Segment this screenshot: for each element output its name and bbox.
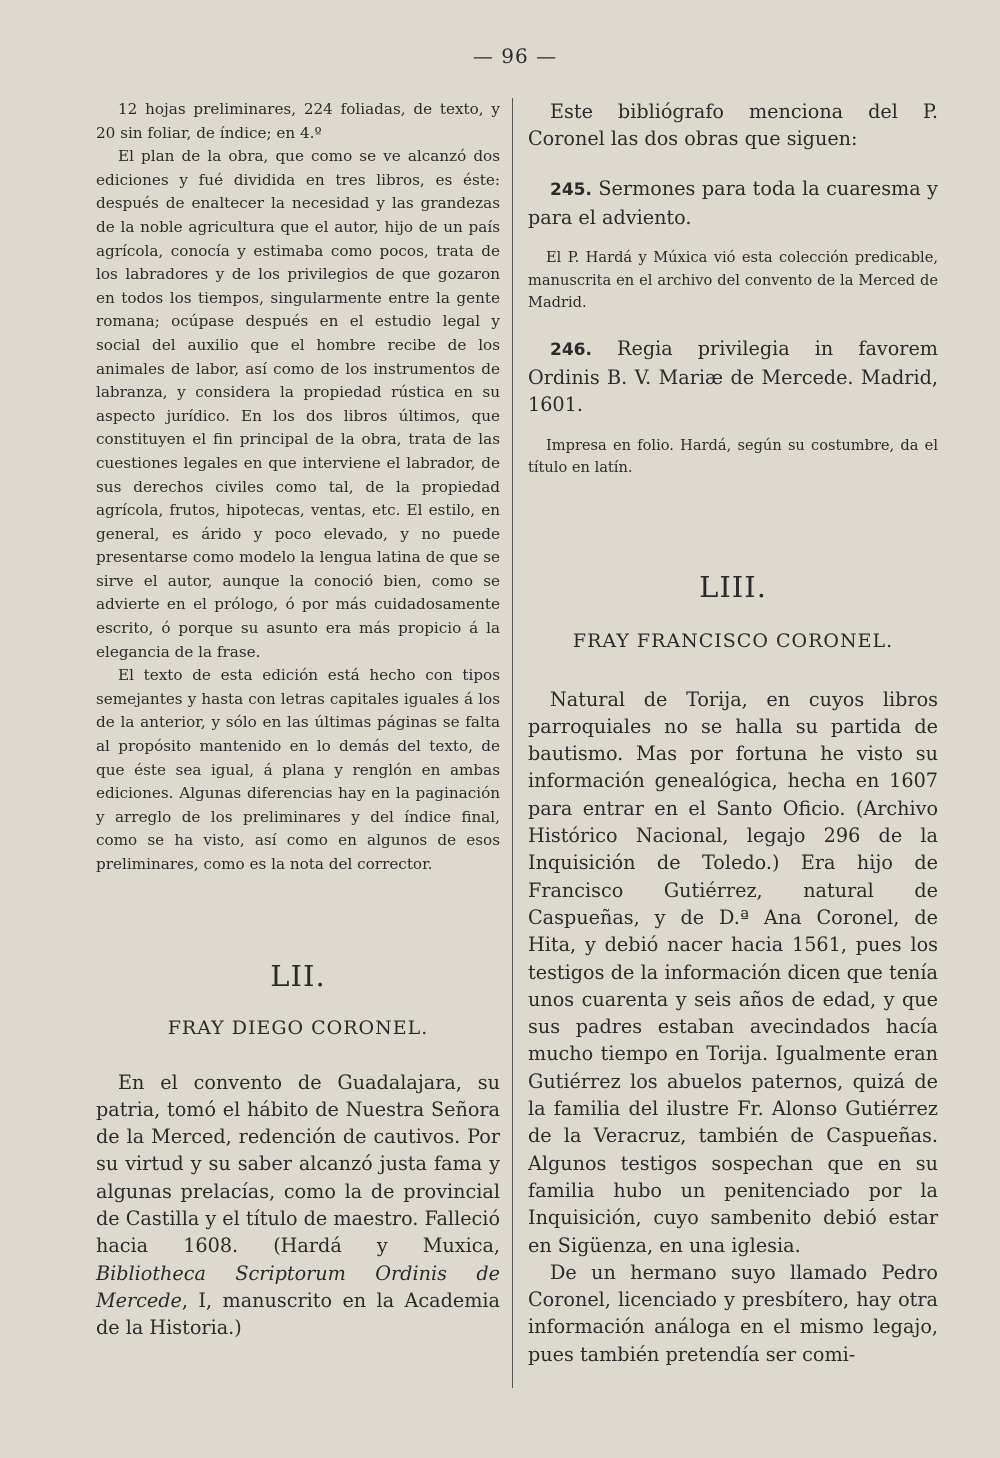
left-paragraph-4-end: , I, manuscrito en la Academia de la Historia.)	[96, 1288, 500, 1340]
left-paragraph-2: El plan de la obra, que como se ve alcanzó dos ediciones y fué dividida en tres libros, es éste: después de enaltecer la necesidad y las grandezas de la noble agricultura que el autor, hijo de un país agrícola, conocía y estimaba como pocos, trata de los labradores y de los privilegios de que gozaron en todos los tiempos, singularmente entre la gente romana; ocúpase después en el estudio legal y social del auxilio que el hombre recibe de los animales de labor, así como de los instrumentos de labranza, y considera la propiedad rústica en su aspecto jurídico. En los dos libros últimos, que constituyen el fin principal de la obra, trata de las cuestiones legales en que interviene el labrador, de sus derechos civiles como tal, de la propiedad agrícola, frutos, hipotecas, ventas, etc. El estilo, en general, es árido y poco elevado, y no puede presentarse como modelo la lengua latina de que se sirve el autor, aunque la conoció bien, como se advierte en el prólogo, ó por más cuidadosamente escrito, ó porque su asunto era más propicio á la elegancia de la frase.	[96, 147, 500, 661]
entry-245	[528, 175, 938, 232]
left-paragraph-4-start: En el convento de Guadalajara, su patria, tomó el hábito de Nuestra Señora de la Merced, redención de cautivos. Por su virtud y su saber alcanzó justa fama y algunas prelacías, como la de provincial de Castilla y el título de maestro. Falleció hacia 1608. (Hardá y Muxica,	[96, 1070, 500, 1258]
column-divider	[512, 98, 513, 1388]
book-title-italic: Bibliotheca Scriptorum Ordinis de Mercede	[96, 1261, 500, 1312]
section-title-diego-coronel: FRAY DIEGO CORONEL.	[167, 1016, 429, 1039]
left-paragraph-3: El texto de esta edición está hecho con tipos semejantes y hasta con letras capitales iguales á los de la anterior, y sólo en las últimas páginas se falta al propósito mantenido en lo demás del texto, de que éste sea igual, á plana y renglón en ambas ediciones. Algunas diferencias hay en la paginación y arreglo de los preliminares y del índice final, como se ha visto, así como en algunos de esos preliminares, como es la nota del corrector.	[96, 666, 500, 873]
entry-246-text: Regia privilegia in favorem Ordinis B. V. Mariæ de Mercede. Madrid, 1601.	[528, 336, 938, 417]
page-number: — 96 —	[472, 44, 558, 68]
left-column	[96, 98, 500, 1342]
right-paragraph-3: De un hermano suyo llamado Pedro Coronel, licenciado y presbítero, hay otra información análoga en el mismo legajo, pues también pretendía ser comi-	[528, 1260, 938, 1366]
entry-245-number: 245.	[550, 179, 592, 200]
section-title-francisco-coronel: FRAY FRANCISCO CORONEL.	[572, 629, 894, 652]
section-number-lii: LII.	[270, 958, 326, 993]
note-246: Impresa en folio. Hardá, según su costumbre, da el título en latín.	[528, 436, 938, 477]
section-number-liii: LIII.	[699, 569, 767, 604]
entry-245-text: Sermones para toda la cuaresma y para el adviento.	[528, 176, 938, 229]
right-paragraph-1: Este bibliógrafo menciona del P. Coronel las dos obras que siguen:	[528, 100, 938, 151]
right-paragraph-2: Natural de Torija, en cuyos libros parroquiales no se halla su partida de bautismo. Mas por fortuna he visto su información genealógica, hecha en 1607 para entrar en el Santo Oficio. (Archivo Histórico Nacional, legajo 296 de la Inquisición de Toledo.) Era hijo de Francisco Gutiérrez, natural de Caspueñas, y de D.ª Ana Coronel, de Hita, y debió nacer hacia 1561, pues los testigos de la información dicen que tenía unos cuarenta y seis años de edad, y que sus padres estaban avecindados hacía mucho tiempo en Torija. Igualmente eran Gutiérrez los abuelos paternos, quizá de la familia del ilustre Fr. Alonso Gutiérrez de la Veracruz, también de Caspueñas. Algunos testigos sospechan que en su familia hubo un penitenciado por la Inquisición, cuyo sambenito debió estar en Sigüenza, en una iglesia.	[528, 687, 938, 1257]
right-column	[528, 98, 938, 1368]
entry-246	[528, 335, 938, 419]
left-paragraph-1: 12 hojas preliminares, 224 foliadas, de texto, y 20 sin foliar, de índice; en 4.º	[96, 100, 500, 142]
entry-246-number: 246.	[550, 339, 592, 360]
note-245: El P. Hardá y Múxica vió esta colección predicable, manuscrita en el archivo del convento de la Merced de Madrid.	[528, 249, 938, 312]
left-paragraph-4	[96, 1069, 500, 1342]
